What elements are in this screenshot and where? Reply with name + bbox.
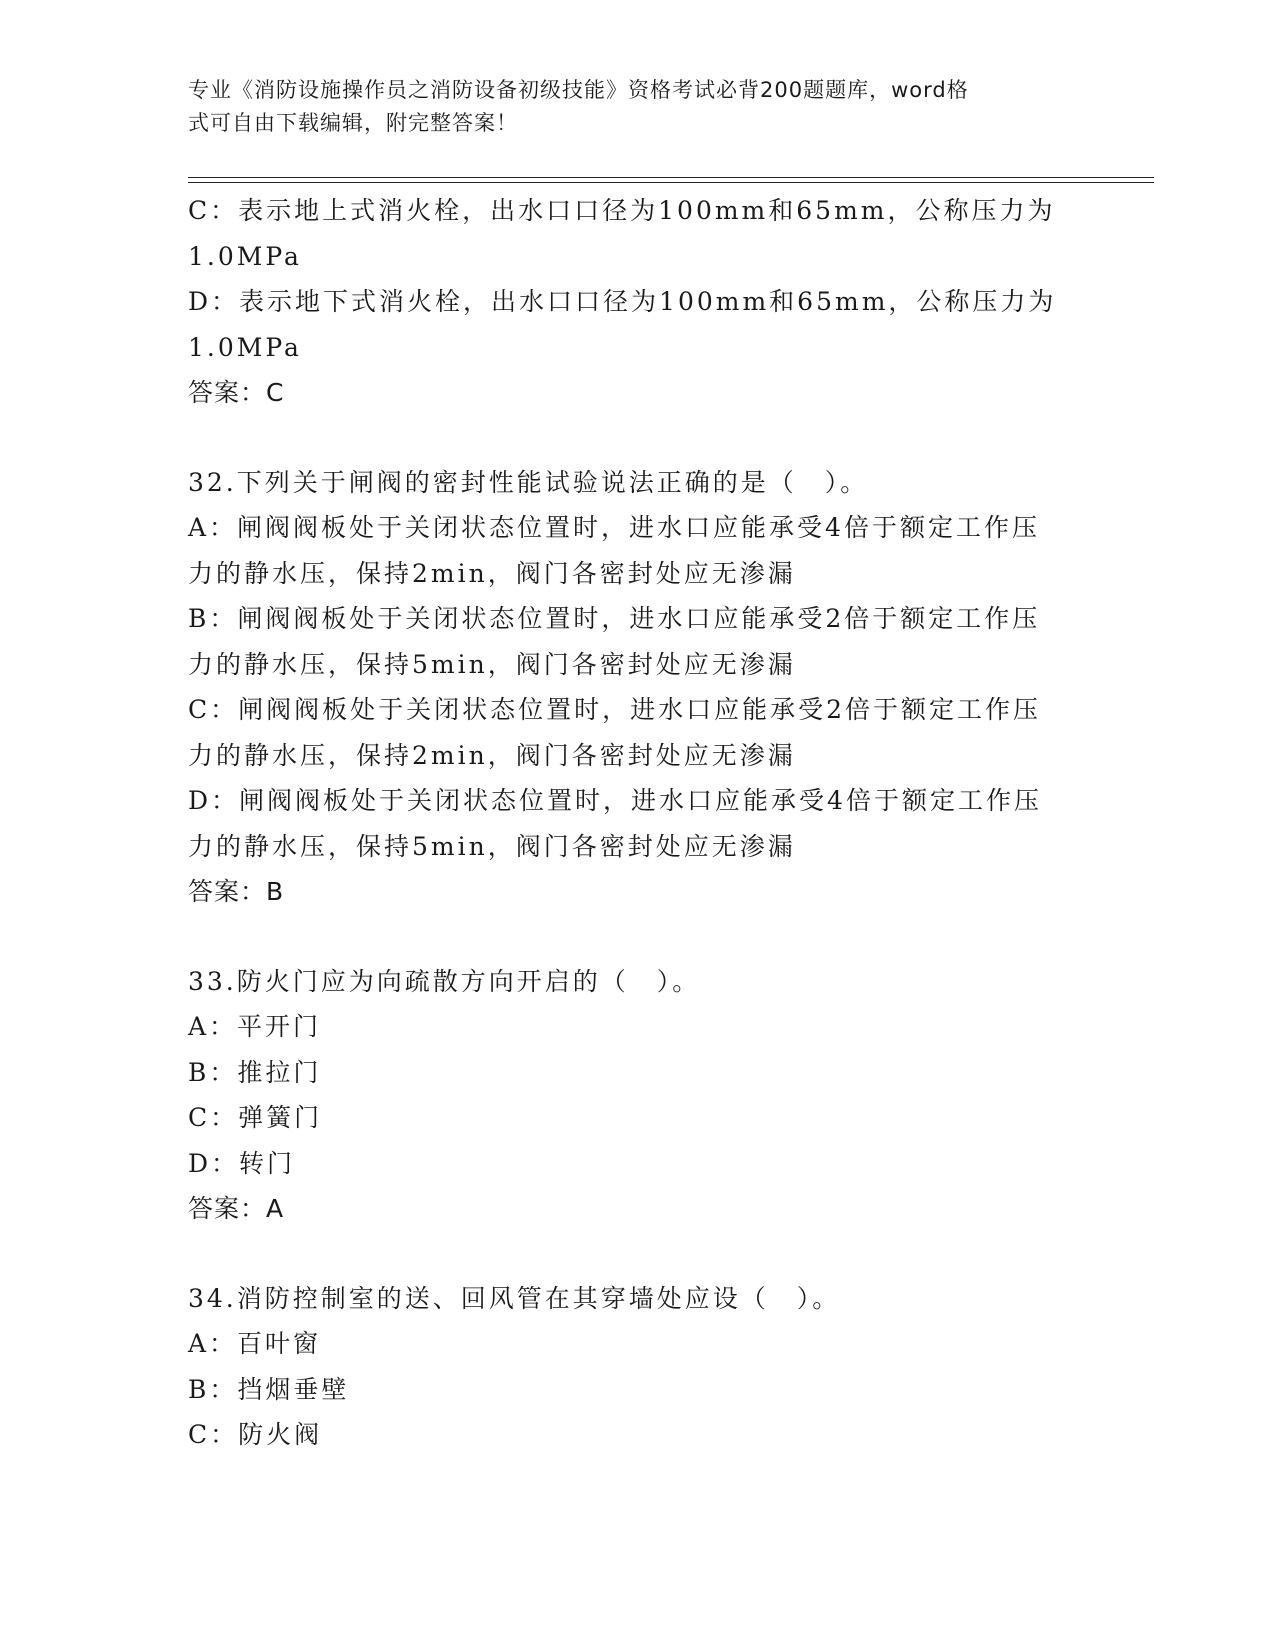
spacer	[188, 915, 1088, 959]
option-d-line-1: D：闸阀阀板处于关闭状态位置时，进水口应能承受4倍于额定工作压	[188, 786, 1042, 815]
option-b: B：挡烟垂壁	[188, 1374, 350, 1404]
option-c-line-1: C：闸阀阀板处于关闭状态位置时，进水口应能承受2倍于额定工作压	[188, 695, 1042, 724]
option-d: D：转门	[188, 1148, 296, 1178]
answer: 答案：C	[188, 378, 285, 407]
question-33	[188, 959, 1088, 1232]
question-text: 34.消防控制室的送、回风管在其穿墙处应设（ ）。	[188, 1283, 841, 1313]
option-c-line-2: 力的静水压，保持2min，阀门各密封处应无渗漏	[188, 740, 796, 770]
option-c: C：防火阀	[188, 1420, 323, 1449]
option-b-line-2: 力的静水压，保持5min，阀门各密封处应无渗漏	[188, 649, 796, 679]
question-text: 32.下列关于闸阀的密封性能试验说法正确的是（ ）。	[188, 467, 869, 497]
question-31	[188, 188, 1088, 416]
option-a-line-1: A：闸阀阀板处于关闭状态位置时，进水口应能承受4倍于额定工作压	[188, 513, 1040, 542]
option-c-line-2: 1.0MPa	[188, 241, 302, 271]
question-text: 33.防火门应为向疏散方向开启的（ ）。	[188, 966, 701, 996]
document-header	[188, 74, 1068, 140]
header-divider-bottom	[188, 182, 1154, 183]
option-c-line-1: C：表示地上式消火栓，出水口口径为100mm和65mm，公称压力为	[188, 196, 1056, 225]
option-a-line-2: 力的静水压，保持2min，阀门各密封处应无渗漏	[188, 558, 796, 588]
option-d-line-2: 1.0MPa	[188, 332, 302, 362]
option-d-line-1: D：表示地下式消火栓，出水口口径为100mm和65mm，公称压力为	[188, 287, 1057, 316]
spacer	[188, 1232, 1088, 1276]
question-34	[188, 1276, 1088, 1458]
question-list	[188, 188, 1088, 1458]
option-a: A：平开门	[188, 1012, 322, 1041]
option-c: C：弹簧门	[188, 1103, 323, 1132]
header-divider-top	[188, 177, 1154, 178]
question-32	[188, 460, 1088, 915]
option-b: B：推拉门	[188, 1057, 322, 1087]
answer: 答案：B	[188, 877, 285, 906]
option-b-line-1: B：闸阀阀板处于关闭状态位置时，进水口应能承受2倍于额定工作压	[188, 604, 1041, 633]
header-line-1: 专业《消防设施操作员之消防设备初级技能》资格考试必背200题题库，word格	[188, 78, 969, 102]
header-line-2: 式可自由下载编辑，附完整答案！	[188, 111, 518, 135]
option-a: A：百叶窗	[188, 1329, 322, 1358]
spacer	[188, 416, 1088, 460]
option-d-line-2: 力的静水压，保持5min，阀门各密封处应无渗漏	[188, 831, 796, 861]
answer: 答案：A	[188, 1194, 285, 1223]
